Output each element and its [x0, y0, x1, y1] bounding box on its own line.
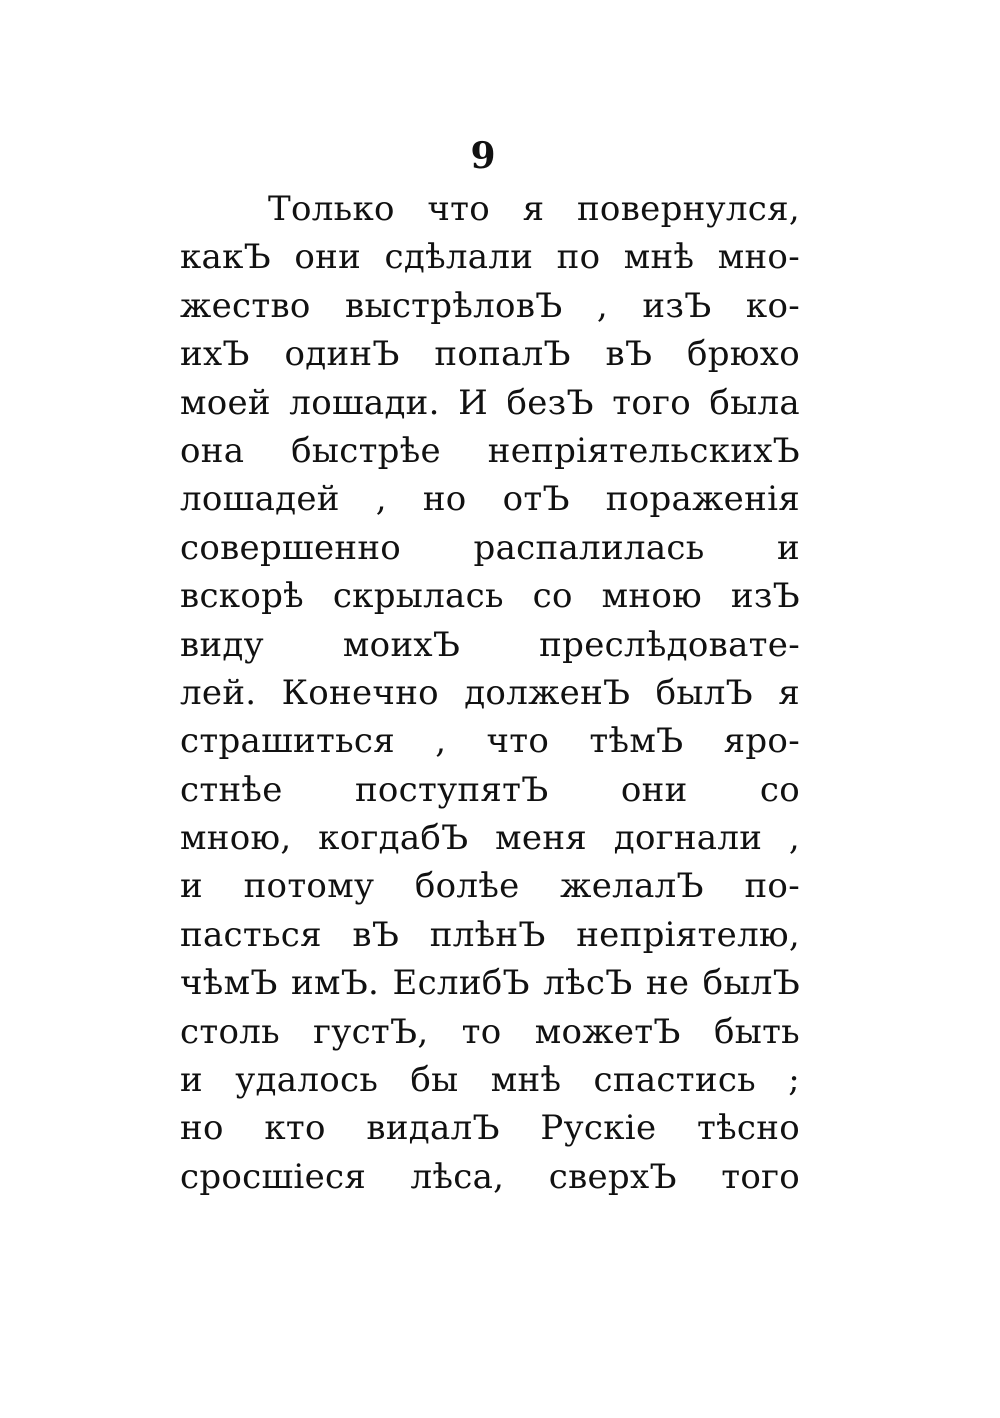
text-line: жество выстрѣловЪ , изЪ ко- [180, 285, 800, 326]
text-line: лошадей , но отЪ пораженія [180, 479, 800, 520]
text-line: какЪ они сдѣлали по мнѣ мно- [180, 237, 800, 278]
text-line: совершенно распалилась и [180, 527, 800, 568]
text-line: и потому болѣе желалЪ по- [180, 866, 800, 907]
text-line: сросшіеся лѣса, сверхЪ того [180, 1156, 800, 1197]
page-number: 9 [470, 135, 496, 177]
text-line: чѣмЪ имЪ. ЕслибЪ лѣсЪ не былЪ [180, 963, 800, 1004]
text-line: страшиться , что тѣмЪ яро- [180, 721, 800, 762]
text-line: стнѣе поступятЪ они со [180, 769, 800, 810]
text-line: столь густЪ, то можетЪ быть [180, 1011, 800, 1052]
text-line: лей. Конечно долженЪ былЪ я [180, 672, 800, 713]
text-line: она быстрѣе непріятельскихЪ [180, 430, 800, 471]
body-text [180, 185, 800, 1201]
text-line: пасться вЪ плѣнЪ непріятелю, [180, 914, 800, 955]
text-line: виду моихЪ преслѣдовате- [180, 624, 800, 665]
text-line: мною, когдабЪ меня догнали , [180, 818, 800, 859]
text-line: но кто видалЪ Рускіе тѣсно [180, 1108, 800, 1149]
text-line: ихЪ одинЪ попалЪ вЪ брюхо [180, 334, 800, 375]
text-line: вскорѣ скрылась со мною изЪ [180, 576, 800, 617]
text-line: и удалось бы мнѣ спастись ; [180, 1060, 800, 1101]
text-line: Только что я повернулся, [268, 189, 800, 229]
text-line: моей лошади. И безЪ того была [180, 382, 800, 423]
